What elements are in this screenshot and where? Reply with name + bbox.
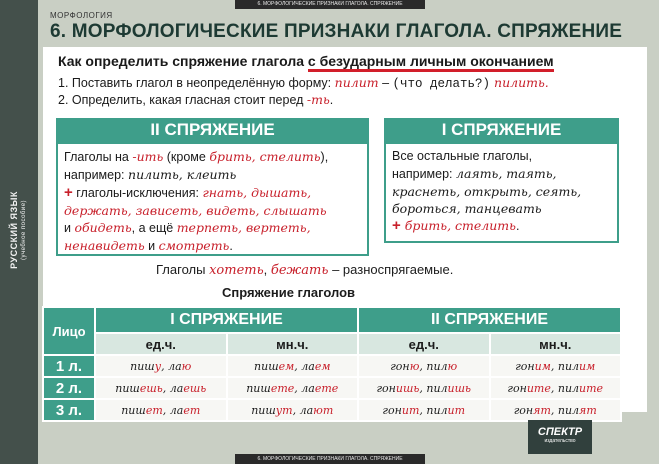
heteroclitic-b: хотеть <box>209 263 264 278</box>
form-cell <box>358 399 490 421</box>
second-line-2 <box>64 166 361 184</box>
form-cell <box>227 355 359 377</box>
form-cell <box>358 355 490 377</box>
stem: гон <box>515 359 535 373</box>
stem: пиш <box>251 403 276 417</box>
top-strip: 6. МОРФОЛОГИЧЕСКИЕ ПРИЗНАКИ ГЛАГОЛА. СПРЯЖЕНИЕ <box>235 0 425 9</box>
ending: ете <box>270 381 295 395</box>
form-cell <box>490 377 622 399</box>
ending: ю <box>447 359 458 373</box>
ending: ю <box>181 359 192 373</box>
form-cell <box>227 377 359 399</box>
form-cell <box>95 377 227 399</box>
table-row <box>43 399 621 421</box>
question-text: Как определить спряжение глагола <box>58 53 308 69</box>
stem: гон <box>382 403 402 417</box>
sidebar-subject <box>2 130 36 330</box>
second-l5-a: и <box>64 221 75 235</box>
sidebar-sub-label: (учебное пособие) <box>21 199 28 261</box>
person-header: Лицо <box>43 307 95 355</box>
stem: пиш <box>246 381 271 395</box>
second-l1-a: Глаголы на <box>64 150 133 164</box>
second-l5-d: терпеть, вертеть, <box>176 220 311 235</box>
form-cell <box>95 355 227 377</box>
stem: , пил <box>550 381 580 395</box>
step-1-word: пилит <box>334 75 379 90</box>
singular-header: ед.ч. <box>95 333 227 355</box>
stem: , ла <box>294 359 315 373</box>
ending: ешь <box>139 381 163 395</box>
logo-text: СПЕКТР <box>537 426 583 438</box>
ending: ите <box>526 381 551 395</box>
conjugation-table <box>42 306 622 422</box>
ending: у <box>154 359 162 373</box>
form-cell <box>95 399 227 421</box>
second-line-6 <box>64 237 361 255</box>
second-conjugation-box <box>56 142 369 256</box>
ending: им <box>534 359 551 373</box>
stem: , ла <box>292 403 314 417</box>
stem: гон <box>390 359 410 373</box>
ending: ят <box>533 403 551 417</box>
step-1-question: (что делать?) <box>392 77 491 91</box>
sidebar <box>0 0 38 464</box>
subject-label: МОРФОЛОГИЯ <box>50 11 113 20</box>
second-l6-d: . <box>229 239 233 253</box>
second-line-3 <box>64 184 361 202</box>
stem: , пил <box>419 359 448 373</box>
ending: им <box>579 359 596 373</box>
ending: ят <box>579 403 597 417</box>
step-1-answer: пилить. <box>490 75 549 90</box>
stem: пиш <box>121 403 146 417</box>
first-l2-b: лаять, таять, <box>456 166 557 181</box>
second-line-1 <box>64 148 361 166</box>
first-line-4: бороться, танцевать <box>392 201 542 216</box>
person-cell: 2 л. <box>43 377 95 399</box>
stem: , ла <box>162 403 184 417</box>
form-cell <box>490 399 622 421</box>
publisher-logo <box>528 420 592 454</box>
heteroclitic-note <box>156 262 453 278</box>
plus-icon: + <box>392 217 401 234</box>
plural-header: мн.ч. <box>490 333 622 355</box>
stem: , пил <box>419 403 448 417</box>
stem: , пил <box>550 403 580 417</box>
second-l5-b: обидеть <box>74 220 132 235</box>
second-line-4: держать, зависеть, видеть, слышать <box>64 203 327 218</box>
second-l6-c: смотреть <box>158 238 230 253</box>
second-l2-b: пилить, клеить <box>128 167 237 182</box>
stem: , пил <box>419 381 448 395</box>
person-cell: 3 л. <box>43 399 95 421</box>
form-cell <box>490 355 622 377</box>
page-title: 6. МОРФОЛОГИЧЕСКИЕ ПРИЗНАКИ ГЛАГОЛА. СПРЯЖЕНИЕ <box>50 21 623 42</box>
form-cell <box>227 399 359 421</box>
first-conjugation-box <box>384 142 619 243</box>
step-2-text: 2. Определить, какая гласная стоит перед <box>58 93 307 107</box>
ending: ит <box>401 403 420 417</box>
person-cell: 1 л. <box>43 355 95 377</box>
step-2-suffix: -ть <box>306 92 330 107</box>
stem: пиш <box>254 359 279 373</box>
ending: ете <box>314 381 339 395</box>
stem: гон <box>376 381 396 395</box>
first-l5-c: . <box>515 219 520 233</box>
first-line-1: Все остальные глаголы, <box>392 149 533 163</box>
question-line <box>58 53 554 69</box>
stem: , ла <box>161 359 182 373</box>
heteroclitic-e: – разноспрягаемые. <box>328 262 454 277</box>
ending: ем <box>278 359 295 373</box>
stem: , ла <box>162 381 184 395</box>
ending: ит <box>447 403 466 417</box>
ending: ите <box>579 381 604 395</box>
stem: гон <box>513 403 534 417</box>
ending: ю <box>409 359 420 373</box>
ending: ют <box>313 403 334 417</box>
ending: ишь <box>395 381 420 395</box>
second-l6-a: ненавидеть <box>64 238 145 253</box>
first-l5-b: брить, стелить <box>400 218 516 233</box>
step-1 <box>58 75 549 91</box>
step-1-text: 1. Поставить глагол в неопределённую форму: <box>58 76 335 90</box>
second-line-5 <box>64 219 361 237</box>
table-title: Спряжение глаголов <box>222 285 356 300</box>
singular-header: ед.ч. <box>358 333 490 355</box>
group-2-header: II СПРЯЖЕНИЕ <box>358 307 621 333</box>
second-conjugation-heading: II СПРЯЖЕНИЕ <box>56 118 369 142</box>
table-row <box>43 355 621 377</box>
ending: ет <box>183 403 201 417</box>
group-1-header: I СПРЯЖЕНИЕ <box>95 307 358 333</box>
stem: гон <box>507 381 527 395</box>
table-row <box>43 377 621 399</box>
first-line-2 <box>392 165 611 183</box>
form-cell <box>358 377 490 399</box>
step-2 <box>58 92 333 107</box>
first-l2-a: например: <box>392 167 457 181</box>
ending: ешь <box>183 381 207 395</box>
plus-icon: + <box>64 184 73 201</box>
question-highlight: с безударным личным окончанием <box>308 53 554 72</box>
heteroclitic-c: , <box>263 262 271 277</box>
ending: ет <box>145 403 163 417</box>
second-l3-a: глаголы-исключения: <box>72 186 203 200</box>
logo-sub: издательство <box>544 438 576 444</box>
sidebar-subject-label: РУССКИЙ ЯЗЫК <box>9 191 20 269</box>
bottom-strip: 6. МОРФОЛОГИЧЕСКИЕ ПРИЗНАКИ ГЛАГОЛА. СПРЯЖЕНИЕ <box>235 454 425 464</box>
second-l5-c: , а ещё <box>131 221 177 235</box>
second-l3-b: гнать, дышать, <box>202 185 312 200</box>
heteroclitic-d: бежать <box>270 263 329 278</box>
second-l1-e: ), <box>320 150 329 164</box>
stem: , ла <box>294 381 315 395</box>
second-l1-d: брить, стелить <box>209 149 321 164</box>
second-l6-b: и <box>144 239 159 253</box>
second-l2-a: например: <box>64 168 129 182</box>
step-1-dash: – <box>378 76 393 90</box>
first-conjugation-heading: I СПРЯЖЕНИЕ <box>384 118 619 142</box>
heteroclitic-a: Глаголы <box>156 262 210 277</box>
ending: ут <box>275 403 293 417</box>
first-line-5 <box>392 217 611 235</box>
stem: пиш <box>115 381 140 395</box>
second-l1-b: -ить <box>132 149 164 164</box>
step-2-end: . <box>329 93 334 107</box>
stem: пиш <box>130 359 155 373</box>
ending: ем <box>314 359 331 373</box>
plural-header: мн.ч. <box>227 333 359 355</box>
ending: ишь <box>447 381 472 395</box>
stem: , пил <box>550 359 580 373</box>
second-l1-c: (кроме <box>163 150 210 164</box>
first-line-3: краснеть, открыть, сеять, <box>392 184 582 199</box>
